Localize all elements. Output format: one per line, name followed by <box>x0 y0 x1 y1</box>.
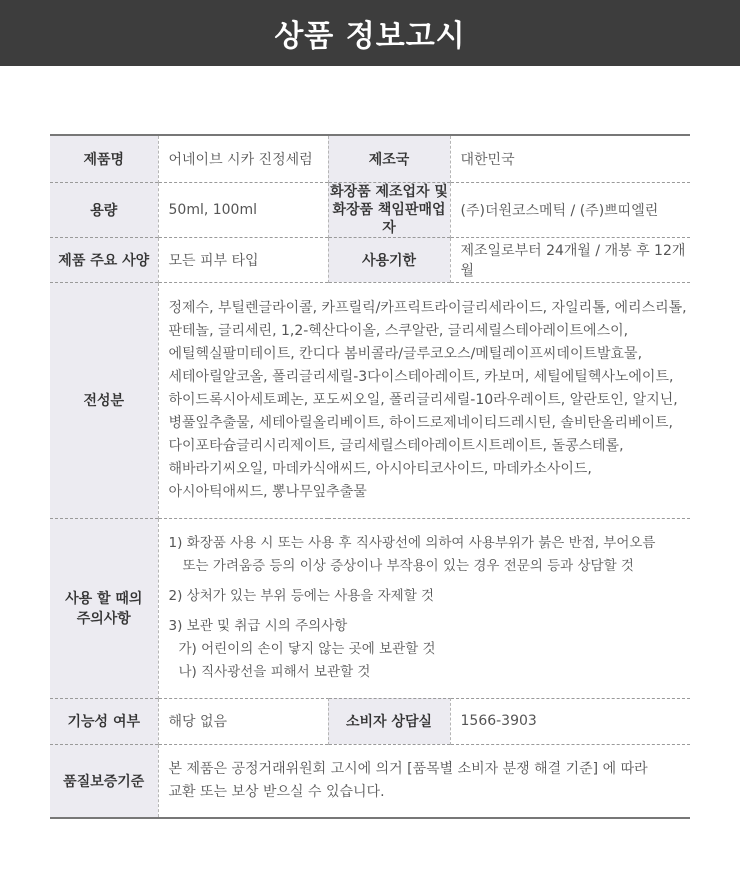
caution-label-line1: 사용 할 때의 <box>65 591 143 607</box>
ingredients-line: 해바라기씨오일, 마데카식애씨드, 아시아티코사이드, 마데카소사이드, <box>168 460 592 477</box>
spec-value: 모든 피부 타입 <box>158 237 328 282</box>
caution-label <box>50 518 158 698</box>
table-row <box>50 518 690 698</box>
country-label: 제조국 <box>328 135 450 182</box>
spec-label: 제품 주요 사양 <box>50 237 158 282</box>
table-row <box>50 237 690 282</box>
ingredients-label: 전성분 <box>50 282 158 518</box>
ingredients-line: 병풀잎추출물, 세테아릴올리베이트, 하이드로제네이티드레시틴, 솔비탄올리베이트, <box>168 414 673 431</box>
maker-label <box>328 182 450 237</box>
caution-note-1-cont: 또는 가려움증 등의 이상 증상이나 부작용이 있는 경우 전문의 등과 상담할 것 <box>182 558 634 574</box>
volume-value: 50ml, 100ml <box>158 182 328 237</box>
country-value: 대한민국 <box>460 151 515 168</box>
expiry-value: 제조일로부터 24개월 / 개봉 후 12개월 <box>450 237 690 282</box>
maker-value: (주)더원코스메틱 / (주)쁘띠엘린 <box>450 182 690 237</box>
caution-note-1: 1) 화장품 사용 시 또는 사용 후 직사광선에 의하여 사용부위가 붉은 반점, 부어오름 <box>168 535 656 551</box>
page-header <box>0 0 740 66</box>
product-name-value: 어네이브 시카 진정세럼 <box>158 135 328 182</box>
table-row <box>50 744 690 818</box>
caution-label-line2: 주의사항 <box>76 611 131 627</box>
ingredients-line: 하이드록시아세토페논, 포도씨오일, 폴리글리세릴-10라우레이트, 알란토인, 알지닌, <box>168 391 678 408</box>
product-name-label: 제품명 <box>50 135 158 182</box>
table-row <box>50 282 690 518</box>
caution-note-3b: 나) 직사광선을 피해서 보관할 것 <box>178 664 371 680</box>
ingredients-line: 판테놀, 글리세린, 1,2-헥산다이올, 스쿠알란, 글리세릴스테아레이트에스이, <box>168 322 629 339</box>
ingredients-line: 다이포타슘글리시리제이트, 글리세릴스테아레이트시트레이트, 돌콩스테롤, <box>168 437 624 454</box>
maker-label-line1: 화장품 제조업자 및 <box>330 183 448 200</box>
warranty-label: 품질보증기준 <box>50 744 158 818</box>
expiry-label: 사용기한 <box>328 237 450 282</box>
consult-label: 소비자 상담실 <box>328 698 450 744</box>
caution-note-2: 2) 상처가 있는 부위 등에는 사용을 자제할 것 <box>168 588 435 604</box>
caution-note-3a: 가) 어린이의 손이 닿지 않는 곳에 보관할 것 <box>178 641 436 657</box>
warranty-line-2: 교환 또는 보상 받으실 수 있습니다. <box>168 783 385 800</box>
consult-phone: 1566-3903 <box>450 698 690 744</box>
ingredients-line: 세테아릴알코올, 폴리글리세릴-3다이스테아레이트, 카보머, 세틸에틸헥사노에이트, <box>168 368 674 385</box>
caution-value <box>158 518 690 698</box>
caution-note-3: 3) 보관 및 취급 시의 주의사항 <box>168 618 348 634</box>
page-title: 상품 정보고시 <box>274 19 466 54</box>
volume-label: 용량 <box>50 182 158 237</box>
table-row <box>50 698 690 744</box>
ingredients-line: 정제수, 부틸렌글라이콜, 카프릴릭/카프릭트라이글리세라이드, 자일리톨, 에리스리톨, <box>168 299 687 316</box>
warranty-line-1: 본 제품은 공정거래위원회 고시에 의거 [품목별 소비자 분쟁 해결 기준] 에 따라 <box>168 760 648 777</box>
table-row <box>50 182 690 237</box>
maker-label-line2: 화장품 책임판매업자 <box>332 201 446 236</box>
ingredients-line: 아시아틱애씨드, 뽕나무잎추출물 <box>168 483 367 500</box>
ingredients-value <box>158 282 690 518</box>
functional-label: 기능성 여부 <box>50 698 158 744</box>
product-info-table <box>50 134 690 819</box>
table-row <box>50 135 690 182</box>
functional-value: 해당 없음 <box>158 698 328 744</box>
warranty-value <box>158 744 690 818</box>
ingredients-line: 에틸헥실팔미테이트, 칸디다 봄비콜라/글루코오스/메틸레이프씨데이트발효물, <box>168 345 643 362</box>
